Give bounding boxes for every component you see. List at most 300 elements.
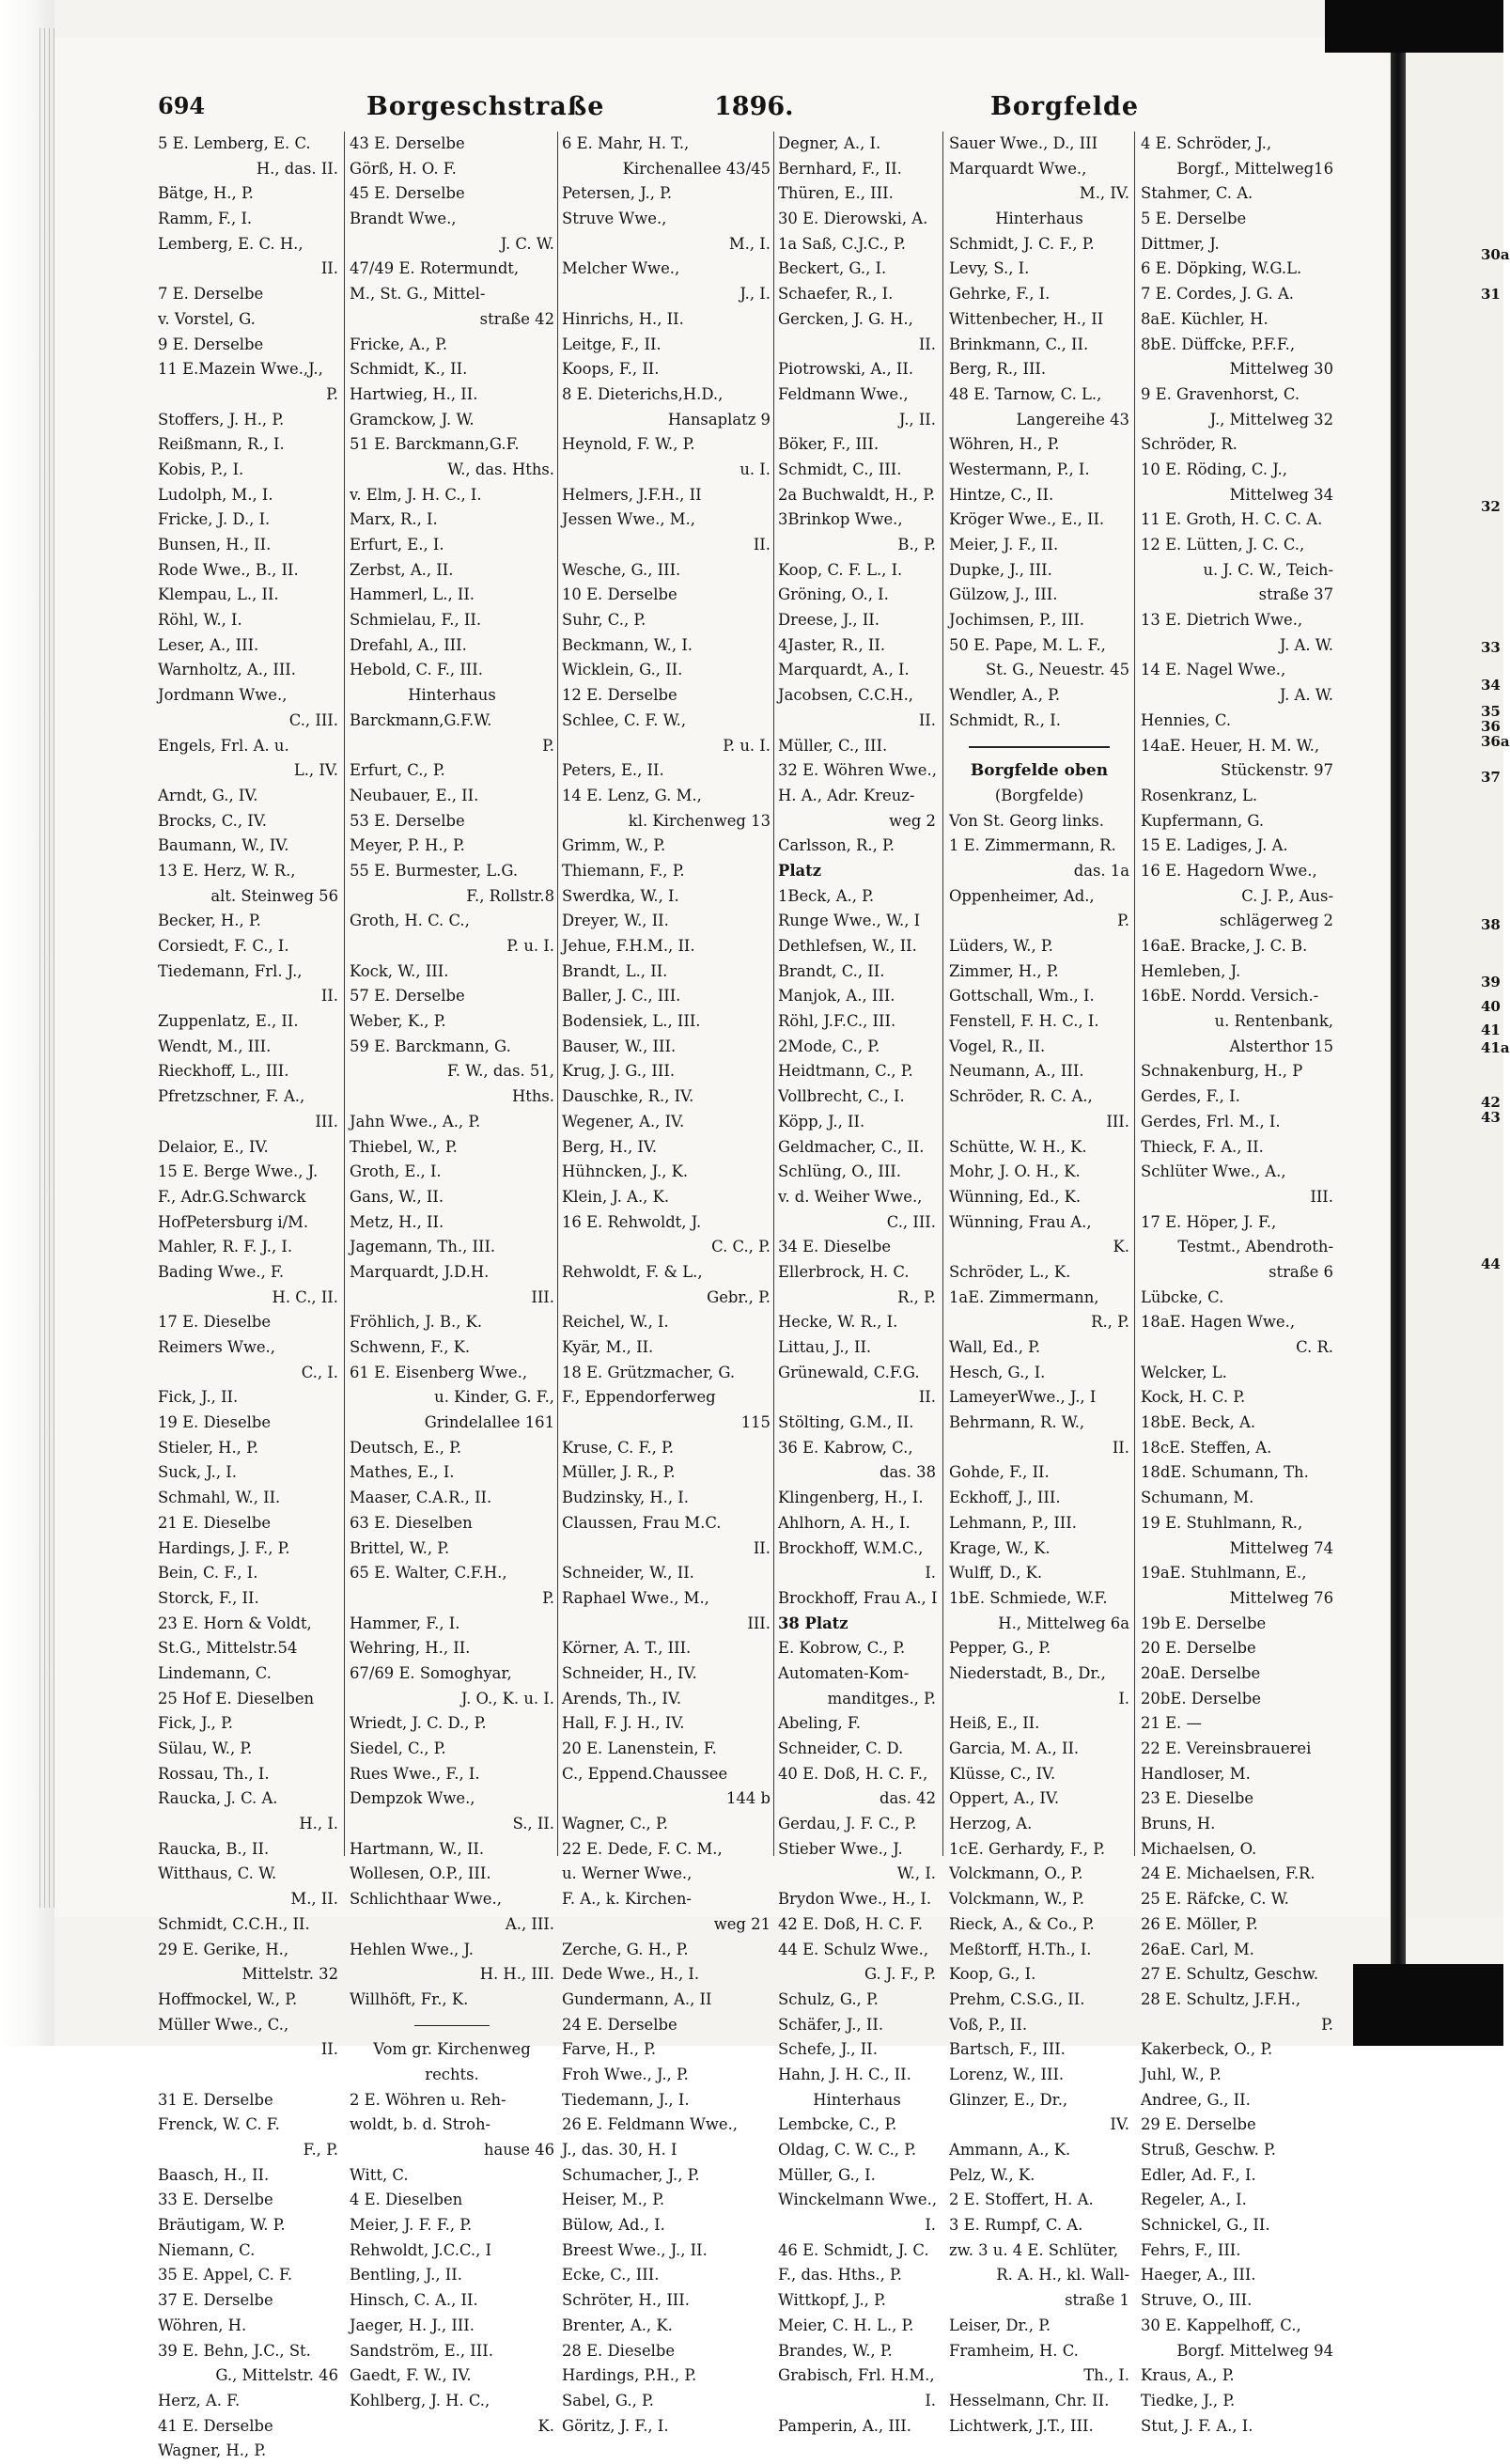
directory-entry-line: G. J. F., P. — [864, 1965, 936, 1984]
directory-entry-line: Fenstell, F. H. C., I. — [949, 1012, 1099, 1031]
directory-entry-line: Zerbst, A., II. — [350, 560, 454, 579]
column-divider — [942, 132, 943, 1856]
edge-house-number: 42 — [1481, 1094, 1501, 1111]
directory-entry-line: Mittelstr. 32 — [241, 1965, 338, 1984]
directory-entry-line: Rehwoldt, J.C.C., I — [350, 2240, 491, 2259]
page-header — [158, 92, 1323, 124]
directory-entry-line: P. u. I. — [723, 736, 771, 755]
directory-entry-line: Marquardt, A., I. — [778, 661, 910, 679]
directory-entry-line: 16bE. Nordd. Versich.- — [1141, 987, 1319, 1006]
directory-entry-line: straße 1 — [1065, 2291, 1129, 2310]
directory-entry-line: Piotrowski, A., II. — [778, 360, 914, 379]
directory-entry-line: E. Kobrow, C., P. — [778, 1639, 906, 1658]
scan-border-top — [1325, 0, 1503, 53]
directory-entry-line: Kock, H. C. P. — [1141, 1388, 1246, 1407]
directory-entry-line: Sülau, W., P. — [158, 1739, 253, 1757]
directory-entry-line: 28 E. Schultz, J.F.H., — [1141, 1989, 1301, 2008]
directory-entry-line: Schütte, W. H., K. — [949, 1137, 1087, 1156]
directory-entry-line: P. — [1117, 912, 1129, 930]
directory-entry-line: III. — [1106, 1112, 1129, 1131]
directory-entry-line: Rossau, Th., I. — [158, 1764, 270, 1783]
directory-entry-line: Vom gr. Kirchenweg — [373, 2040, 531, 2059]
directory-entry-line: 57 E. Derselbe — [350, 987, 465, 1006]
directory-entry-line: 14 E. Lenz, G. M., — [562, 786, 702, 804]
directory-entry-line: Metz, H., II. — [350, 1212, 444, 1231]
directory-entry-line: Schaefer, R., I. — [778, 285, 894, 304]
directory-entry-line: Mittelweg 74 — [1229, 1538, 1333, 1557]
directory-entry-line: Fröhlich, J. B., K. — [350, 1313, 483, 1332]
directory-entry-line: 14aE. Heuer, H. M. W., — [1141, 736, 1320, 755]
directory-entry-line: Deutsch, E., P. — [350, 1438, 462, 1457]
directory-entry-line: Hartmann, W., II. — [350, 1839, 485, 1858]
directory-entry-line: Weber, K., P. — [350, 1012, 446, 1031]
directory-entry-line: Schmidt, R., I. — [949, 710, 1061, 729]
directory-entry-line: Hoffmockel, W., P. — [158, 1989, 298, 2008]
directory-entry-line: P. — [1321, 2015, 1333, 2034]
directory-entry-line: 40 E. Doß, H. C. F., — [778, 1764, 928, 1783]
directory-entry-line: Stut, J. F. A., I. — [1141, 2416, 1253, 2435]
directory-entry-line: Röhl, J.F.C., III. — [778, 1012, 896, 1031]
directory-entry-line: Arndt, G., IV. — [158, 786, 258, 804]
directory-column-4 — [778, 132, 938, 2435]
directory-entry-line: 10 E. Röding, C. J., — [1141, 460, 1287, 478]
directory-entry-line: 19aE. Stuhlmann, E., — [1141, 1564, 1307, 1583]
edge-house-number: 41 — [1481, 1021, 1501, 1038]
directory-entry-line: Wehring, H., II. — [350, 1639, 471, 1658]
directory-entry-line: II. — [320, 987, 338, 1006]
directory-entry-line: 18bE. Beck, A. — [1141, 1413, 1256, 1432]
column-divider — [557, 132, 558, 1856]
directory-entry-line: Kock, W., III. — [350, 961, 449, 980]
directory-entry-line: Tiedemann, Frl. J., — [158, 961, 303, 980]
directory-entry-line: Pepper, G., P. — [949, 1639, 1051, 1658]
directory-entry-line: 55 E. Burmester, L.G. — [350, 861, 519, 880]
directory-entry-line: Engels, Frl. A. u. — [158, 736, 289, 755]
directory-entry-line: Hinterhaus — [995, 210, 1083, 228]
directory-entry-line: Regeler, A., I. — [1141, 2191, 1247, 2209]
directory-entry-line: J. A. W. — [1279, 686, 1333, 705]
directory-entry-line: Platz — [778, 861, 822, 880]
directory-entry-line: Berg, R., III. — [949, 360, 1047, 379]
directory-entry-line: weg 2 — [889, 811, 936, 830]
directory-entry-line: 47/49 E. Rotermundt, — [350, 259, 520, 278]
directory-entry-line: Stoffers, J. H., P. — [158, 410, 285, 429]
directory-entry-line: straße 42 — [479, 309, 554, 328]
directory-entry-line: Leser, A., III. — [158, 635, 259, 654]
directory-entry-line: Brinkmann, C., II. — [949, 335, 1089, 353]
directory-entry-line: Brandt, C., II. — [778, 961, 885, 980]
directory-entry-line: Hecke, W. R., I. — [778, 1313, 898, 1332]
directory-entry-line: Thüren, E., III. — [778, 184, 894, 203]
directory-entry-line: Gerdau, J. F. C., P. — [778, 1815, 917, 1833]
directory-entry-line: Mittelweg 30 — [1229, 360, 1333, 379]
directory-entry-line: Baller, J. C., III. — [562, 987, 681, 1006]
directory-entry-line: M., IV. — [1079, 184, 1129, 203]
directory-entry-line: Zuppenlatz, E., II. — [158, 1012, 299, 1031]
directory-entry-line: P. — [542, 1588, 554, 1607]
directory-entry-line: Koop, C. F. L., I. — [778, 560, 903, 579]
directory-entry-line: Kruse, C. F., P. — [562, 1438, 674, 1457]
directory-entry-line: C. C., P. — [711, 1238, 771, 1256]
directory-entry-line: 46 E. Schmidt, J. C. — [778, 2240, 929, 2259]
directory-entry-line: Grabisch, Frl. H.M., — [778, 2366, 935, 2385]
directory-entry-line: 24 E. Derselbe — [562, 2015, 677, 2034]
directory-entry-line: M., St. G., Mittel- — [350, 285, 486, 304]
directory-entry-line: Fricke, A., P. — [350, 335, 448, 353]
edge-house-number: 38 — [1481, 916, 1501, 933]
section-rule — [949, 734, 1129, 759]
directory-entry-line: Borgf., Mittelweg16 — [1176, 159, 1333, 178]
directory-entry-line: Tiedke, J., P. — [1141, 2391, 1236, 2409]
directory-entry-line: Fehrs, F., III. — [1141, 2240, 1241, 2259]
directory-entry-line: R. A. H., kl. Wall- — [996, 2266, 1129, 2285]
directory-entry-line: Automaten-Kom- — [778, 1663, 910, 1682]
directory-entry-line: u. J. C. W., Teich- — [1203, 560, 1333, 579]
directory-entry-line: A., III. — [505, 1914, 554, 1933]
directory-entry-line: Wendler, A., P. — [949, 686, 1061, 705]
directory-entry-line: H. A., Adr. Kreuz- — [778, 786, 915, 804]
directory-entry-line: Hammer, F., I. — [350, 1614, 460, 1632]
directory-entry-line: Hintze, C., II. — [949, 485, 1054, 504]
directory-entry-line: weg 21 — [713, 1914, 771, 1933]
directory-entry-line: Schmahl, W., II. — [158, 1489, 281, 1507]
directory-entry-line: Schröder, R. C. A., — [949, 1087, 1093, 1106]
directory-entry-line: Gundermann, A., II — [562, 1989, 712, 2008]
edge-house-number: 43 — [1481, 1109, 1501, 1126]
directory-entry-line: Schumacher, J., P. — [562, 2165, 700, 2184]
directory-entry-line: Zerche, G. H., P. — [562, 1940, 689, 1958]
directory-entry-line: Krug, J. G., III. — [562, 1062, 676, 1081]
directory-entry-line: Koop, G., I. — [949, 1965, 1036, 1984]
directory-entry-line: 9 E. Derselbe — [158, 335, 264, 353]
directory-entry-line: Feldmann Wwe., — [778, 384, 909, 403]
directory-entry-line: P. — [326, 384, 338, 403]
directory-entry-line: 8bE. Düffcke, P.F.F., — [1141, 335, 1296, 353]
directory-entry-line: II. — [918, 335, 936, 353]
directory-entry-line: 22 E. Dede, F. C. M., — [562, 1839, 723, 1858]
directory-entry-line: Beckert, G., I. — [778, 259, 887, 278]
directory-entry-line: 17 E. Dieselbe — [158, 1313, 272, 1332]
directory-entry-line: Sauer Wwe., D., III — [949, 134, 1098, 152]
directory-entry-line: Wöhren, H., P. — [949, 435, 1060, 454]
directory-entry-line: Hemleben, J. — [1141, 961, 1241, 980]
edge-house-number: 39 — [1481, 974, 1501, 990]
directory-entry-line: 27 E. Schultz, Geschw. — [1141, 1965, 1319, 1984]
directory-entry-line: Gramckow, J. W. — [350, 410, 475, 429]
directory-entry-line: Lindemann, C. — [158, 1663, 272, 1682]
edge-house-number: 41a — [1481, 1039, 1510, 1056]
directory-entry-line: 37 E. Derselbe — [158, 2291, 273, 2310]
directory-entry-line: J. C. W. — [500, 234, 554, 253]
directory-entry-line: Froh Wwe., J., P. — [562, 2065, 689, 2083]
directory-entry-line: Gröning, O., I. — [778, 585, 889, 604]
directory-entry-line: Kohlberg, J. H. C., — [350, 2391, 490, 2409]
directory-entry-line: Brandes, W., P. — [778, 2341, 893, 2360]
directory-entry-line: F., Eppendorferweg — [562, 1388, 716, 1407]
directory-entry-line: F., P. — [303, 2141, 338, 2159]
directory-entry-line: Brocks, C., IV. — [158, 811, 267, 830]
directory-entry-line: 53 E. Derselbe — [350, 811, 465, 830]
directory-entry-line: Wünning, Ed., K. — [949, 1187, 1082, 1206]
directory-entry-line: Jacobsen, C.C.H., — [778, 686, 914, 705]
directory-entry-line: 50 E. Pape, M. L. F., — [949, 635, 1106, 654]
section-rule — [350, 2013, 554, 2038]
directory-entry-line: Schmidt, K., II. — [350, 360, 468, 379]
directory-entry-line: R., P. — [1091, 1313, 1129, 1332]
directory-entry-line: Bunsen, H., II. — [158, 536, 272, 554]
directory-entry-line: B., P. — [897, 536, 936, 554]
directory-entry-line: 2Mode, C., P. — [778, 1037, 880, 1055]
directory-entry-line: Schlee, C. F. W., — [562, 710, 687, 729]
directory-entry-line: u. Rentenbank, — [1214, 1012, 1333, 1031]
directory-entry-line: Vollbrecht, C., I. — [778, 1087, 905, 1106]
directory-entry-line: Schmielau, F., II. — [350, 611, 482, 630]
directory-entry-line: 35 E. Appel, C. F. — [158, 2266, 293, 2285]
directory-entry-line: Schlichthaar Wwe., — [350, 1890, 502, 1909]
directory-entry-line: L., IV. — [293, 761, 338, 780]
directory-entry-line: Berg, H., IV. — [562, 1137, 658, 1156]
directory-entry-line: II. — [320, 259, 338, 278]
directory-entry-line: 1bE. Schmiede, W.F. — [949, 1588, 1108, 1607]
directory-entry-line: Ramm, F., I. — [158, 210, 253, 228]
directory-entry-line: W., das. Hths. — [447, 460, 554, 478]
directory-entry-line: Jaeger, H. J., III. — [350, 2316, 475, 2334]
directory-entry-line: Schmidt, J. C. F., P. — [949, 234, 1095, 253]
directory-entry-line: 13 E. Dietrich Wwe., — [1141, 611, 1303, 630]
directory-entry-line: Thieck, F. A., II. — [1141, 1137, 1264, 1156]
directory-entry-line: Corsiedt, F. C., I. — [158, 937, 289, 955]
directory-entry-line: Brydon Wwe., H., I. — [778, 1890, 932, 1909]
directory-entry-line: Stückenstr. 97 — [1220, 761, 1333, 780]
directory-entry-line: Krage, W., K. — [949, 1538, 1051, 1557]
directory-entry-line: 38 Platz — [778, 1614, 848, 1632]
directory-entry-line: Dethlefsen, W., II. — [778, 937, 917, 955]
directory-entry-line: Framheim, H. C. — [949, 2341, 1079, 2360]
directory-entry-line: Wriedt, J. C. D., P. — [350, 1714, 487, 1733]
directory-entry-line: C., Eppend.Chaussee — [562, 1764, 728, 1783]
directory-entry-line: Hennies, C. — [1141, 710, 1232, 729]
directory-entry-line: Marquardt Wwe., — [949, 159, 1087, 178]
directory-entry-line: Delaior, E., IV. — [158, 1137, 269, 1156]
left-margin — [0, 0, 54, 2046]
directory-entry-line: Hühncken, J., K. — [562, 1162, 689, 1181]
directory-entry-line: 115 — [740, 1413, 771, 1432]
scan-border-bottom — [1353, 1964, 1503, 2046]
directory-entry-line: das. 42 — [880, 1789, 936, 1808]
directory-entry-line: Tiedemann, J., I. — [562, 2090, 690, 2109]
directory-entry-line: Lorenz, W., III. — [949, 2065, 1065, 2083]
directory-entry-line: 12 E. Derselbe — [562, 686, 677, 705]
directory-entry-line: 1cE. Gerhardy, F., P. — [949, 1839, 1106, 1858]
directory-entry-line: 23 E. Horn & Voldt, — [158, 1614, 312, 1632]
directory-entry-line: Gans, W., II. — [350, 1187, 444, 1206]
directory-entry-line: Haeger, A., III. — [1141, 2266, 1256, 2285]
directory-entry-line: 18aE. Hagen Wwe., — [1141, 1313, 1296, 1332]
directory-entry-line: schlägerweg 2 — [1219, 912, 1333, 930]
directory-entry-line: P. u. I. — [506, 937, 554, 955]
directory-entry-line: Farve, H., P. — [562, 2040, 657, 2059]
directory-entry-line: Leitge, F., II. — [562, 335, 662, 353]
directory-entry-line: Willhöft, Fr., K. — [350, 1989, 469, 2008]
directory-entry-line: 2 E. Stoffert, H. A. — [949, 2191, 1094, 2209]
directory-entry-line: Ecke, C., III. — [562, 2266, 660, 2285]
directory-entry-line: Wollesen, O.P., III. — [350, 1864, 491, 1883]
directory-entry-line: R., P. — [897, 1287, 936, 1306]
directory-entry-line: Thiebel, W., P. — [350, 1137, 458, 1156]
directory-entry-line: 63 E. Dieselben — [350, 1513, 473, 1532]
directory-entry-line: Brandt, L., II. — [562, 961, 668, 980]
directory-entry-line: Niemann, C. — [158, 2240, 256, 2259]
directory-entry-line: Wulff, D., K. — [949, 1564, 1043, 1583]
directory-entry-line: v. Elm, J. H. C., I. — [350, 485, 482, 504]
directory-entry-line: 15 E. Ladiges, J. A. — [1141, 836, 1288, 855]
directory-entry-line: 19b E. Derselbe — [1141, 1614, 1267, 1632]
directory-entry-line: Kirchenallee 43/45 — [622, 159, 771, 178]
directory-entry-line: Görß, H. O. F. — [350, 159, 457, 178]
directory-entry-line: u. Kinder, G. F., — [434, 1388, 554, 1407]
directory-entry-line: Neubauer, E., II. — [350, 786, 479, 804]
directory-entry-line: 6 E. Mahr, H. T., — [562, 134, 690, 152]
directory-entry-line: IV. — [1110, 2115, 1129, 2134]
directory-entry-line: Wünning, Frau A., — [949, 1212, 1092, 1231]
directory-entry-line: Mittelweg 34 — [1229, 485, 1333, 504]
directory-entry-line: Böker, F., III. — [778, 435, 880, 454]
directory-entry-line: Schlüng, O., III. — [778, 1162, 901, 1181]
directory-entry-line: 1 E. Zimmermann, R. — [949, 836, 1116, 855]
directory-entry-line: Bauser, W., III. — [562, 1037, 677, 1055]
directory-entry-line: 21 E. — — [1141, 1714, 1202, 1733]
directory-entry-line: Swerdka, W., I. — [562, 886, 679, 905]
directory-entry-line: Reichel, W., I. — [562, 1313, 669, 1332]
directory-entry-line: Bodensiek, L., III. — [562, 1012, 701, 1031]
edge-house-number: 31 — [1481, 286, 1501, 303]
directory-entry-line: 13 E. Herz, W. R., — [158, 861, 296, 880]
directory-entry-line: 32 E. Wöhren Wwe., — [778, 761, 937, 780]
directory-entry-line: das. 1a — [1073, 861, 1129, 880]
directory-entry-line: Ammann, A., K. — [949, 2141, 1071, 2159]
directory-entry-line: 20aE. Derselbe — [1141, 1663, 1261, 1682]
directory-entry-line: Raucka, B., II. — [158, 1839, 270, 1858]
directory-entry-line: 25 E. Räfcke, C. W. — [1141, 1890, 1289, 1909]
directory-entry-line: M., II. — [290, 1890, 338, 1909]
directory-entry-line: Witt, C. — [350, 2165, 409, 2184]
directory-entry-line: Marquardt, J.D.H. — [350, 1262, 490, 1281]
directory-entry-line: Schmidt, C., III. — [778, 460, 902, 478]
directory-column-6 — [1141, 132, 1333, 2435]
directory-entry-line: 4 E. Schröder, J., — [1141, 134, 1272, 152]
directory-entry-line: Brenter, A., K. — [562, 2316, 673, 2334]
directory-entry-line: H. C., II. — [272, 1287, 338, 1306]
directory-entry-line: H., das. II. — [256, 159, 338, 178]
directory-entry-line: G., Mittelstr. 46 — [215, 2366, 338, 2385]
directory-entry-line: C. J. P., Aus- — [1241, 886, 1333, 905]
directory-entry-line: F., Adr.G.Schwarck — [158, 1187, 306, 1206]
directory-entry-line: 3 E. Rumpf, C. A. — [949, 2216, 1083, 2235]
directory-entry-line: 20 E. Derselbe — [1141, 1639, 1256, 1658]
directory-entry-line: Stieber Wwe., J. — [778, 1839, 903, 1858]
directory-entry-line: 7 E. Cordes, J. G. A. — [1141, 285, 1294, 304]
directory-entry-line: 26 E. Feldmann Wwe., — [562, 2115, 738, 2134]
directory-entry-line: woldt, b. d. Stroh- — [350, 2115, 491, 2134]
directory-entry-line: Budzinsky, H., I. — [562, 1489, 689, 1507]
directory-entry-line: Gebr., P. — [707, 1287, 771, 1306]
directory-entry-line: Grindelallee 161 — [424, 1413, 554, 1432]
directory-entry-line: K. — [537, 2416, 554, 2435]
directory-entry-line: 1Beck, A., P. — [778, 886, 875, 905]
directory-entry-line: 29 E. Gerike, H., — [158, 1940, 289, 1958]
directory-entry-line: Kyär, M., II. — [562, 1338, 654, 1356]
directory-column-5 — [949, 132, 1129, 2435]
directory-entry-line: 18dE. Schumann, Th. — [1141, 1463, 1309, 1482]
directory-entry-line: Brandt Wwe., — [350, 210, 457, 228]
directory-entry-line: F., Rollstr.8 — [466, 886, 554, 905]
directory-entry-line: kl. Kirchenweg 13 — [628, 811, 771, 830]
street-title: Borgeschstraße — [366, 92, 605, 121]
directory-entry-line: Schröder, L., K. — [949, 1262, 1071, 1281]
directory-entry-line: 24 E. Michaelsen, F.R. — [1141, 1864, 1315, 1883]
directory-entry-line: Hehlen Wwe., J. — [350, 1940, 474, 1958]
directory-entry-line: Meier, J. F., II. — [949, 536, 1059, 554]
directory-entry-line: Volckmann, W., P. — [949, 1890, 1084, 1909]
directory-entry-line: 30 E. Dierowski, A. — [778, 210, 928, 228]
directory-entry-line: P. — [542, 736, 554, 755]
directory-entry-line: Niederstadt, B., Dr., — [949, 1663, 1106, 1682]
directory-entry-line: C., III. — [288, 710, 338, 729]
directory-entry-line: St.G., Mittelstr.54 — [158, 1639, 298, 1658]
directory-entry-line: 21 E. Dieselbe — [158, 1513, 272, 1532]
directory-entry-line: Pfretzschner, F. A., — [158, 1087, 305, 1106]
directory-entry-line: Garcia, M. A., II. — [949, 1739, 1080, 1757]
directory-entry-line: Schäfer, J., II. — [778, 2015, 884, 2034]
directory-entry-line: HofPetersburg i/M. — [158, 1212, 309, 1231]
directory-entry-line: Behrmann, R. W., — [949, 1413, 1085, 1432]
column-divider — [344, 132, 345, 1856]
directory-entry-line: Meßtorff, H.Th., I. — [949, 1940, 1092, 1958]
directory-entry-line: Jochimsen, P., III. — [949, 611, 1085, 630]
directory-entry-line: Wittkopf, J., P. — [778, 2291, 887, 2310]
directory-entry-line: Pamperin, A., III. — [778, 2416, 911, 2435]
directory-entry-line: Hinrichs, H., II. — [562, 309, 684, 328]
directory-entry-line: Wall, Ed., P. — [949, 1338, 1041, 1356]
directory-entry-line: Klempau, L., II. — [158, 585, 279, 604]
directory-entry-line: 25 Hof E. Dieselben — [158, 1689, 315, 1708]
directory-entry-line: Neumann, A., III. — [949, 1062, 1084, 1081]
directory-entry-line: 18 E. Grützmacher, G. — [562, 1363, 736, 1381]
directory-entry-line: Köpp, J., II. — [778, 1112, 865, 1131]
directory-entry-line: Klingenberg, H., I. — [778, 1489, 924, 1507]
directory-entry-line: 20bE. Derselbe — [1141, 1689, 1261, 1708]
directory-entry-line: 4Jaster, R., II. — [778, 635, 886, 654]
directory-entry-line: 10 E. Derselbe — [562, 585, 677, 604]
directory-entry-line: Wagner, C., P. — [562, 1815, 668, 1833]
directory-entry-line: Gehrke, F., I. — [949, 285, 1051, 304]
directory-entry-line: 65 E. Walter, C.F.H., — [350, 1564, 507, 1583]
directory-entry-line: Vogel, R., II. — [949, 1037, 1046, 1055]
directory-entry-line: Kröger Wwe., E., II. — [949, 510, 1105, 529]
directory-column-1 — [158, 132, 338, 2460]
directory-entry-line: Struve Wwe., — [562, 210, 667, 228]
directory-entry-line: Becker, H., P. — [158, 912, 261, 930]
directory-entry-line: Schmidt, C.C.H., II. — [158, 1914, 310, 1933]
directory-column-3 — [562, 132, 771, 2435]
directory-entry-line: Frenck, W. C. F. — [158, 2115, 280, 2134]
directory-entry-line: Maaser, C.A.R., II. — [350, 1489, 492, 1507]
directory-entry-line: Andree, G., II. — [1141, 2090, 1251, 2109]
directory-entry-line: III. — [315, 1112, 338, 1131]
directory-entry-line: Rues Wwe., F., I. — [350, 1764, 480, 1783]
directory-entry-line: hause 46 — [483, 2141, 554, 2159]
directory-entry-line: Raphael Wwe., M., — [562, 1588, 709, 1607]
